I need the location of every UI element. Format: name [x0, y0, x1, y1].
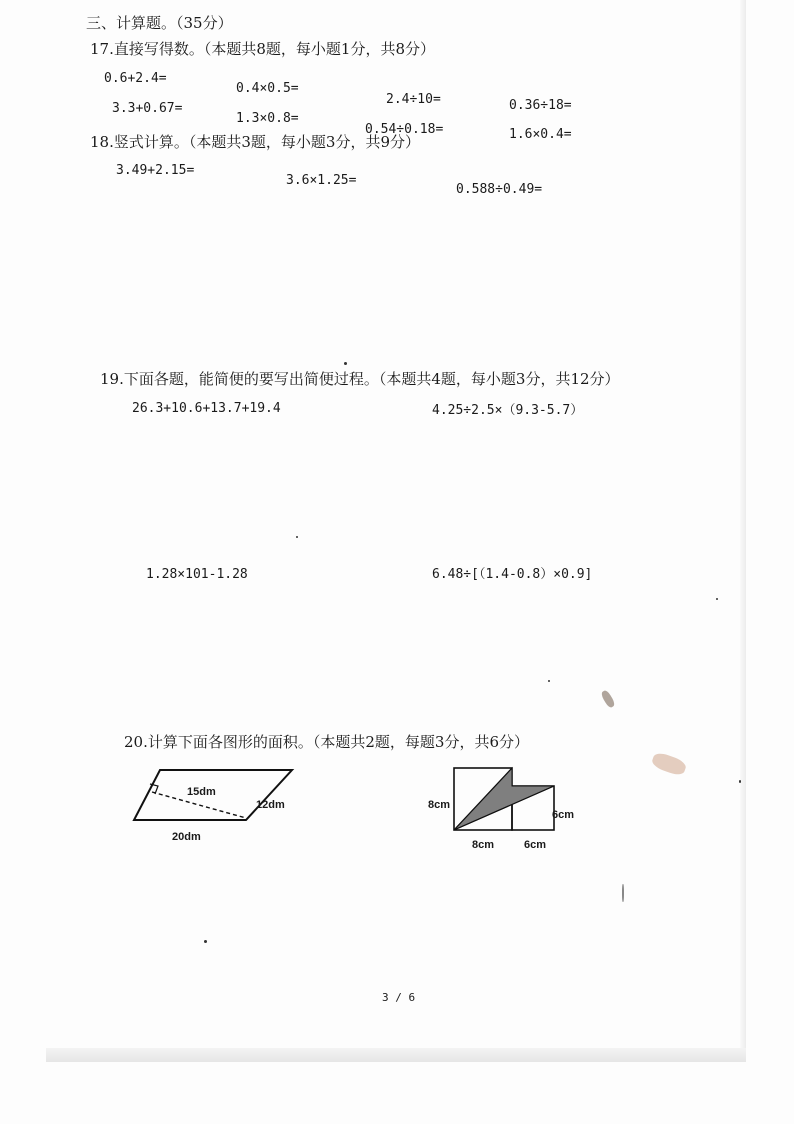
q17-item-5: 1.3×0.8= — [236, 111, 299, 126]
fig1-side-label: 12dm — [256, 799, 285, 811]
fig2-right-height-label: 6cm — [552, 809, 575, 821]
scan-edge-right — [740, 0, 746, 1062]
scan-speck — [739, 780, 741, 783]
q17-item-1: 0.6+2.4= — [104, 71, 167, 86]
fig1-height-label: 15dm — [187, 786, 216, 798]
scan-speck — [548, 680, 550, 682]
fig2-right-width-label: 6cm — [524, 839, 547, 851]
scan-speck — [622, 884, 624, 902]
q19-title: 19.下面各题，能简便的要写出简便过程。（本题共4题，每小题3分，共12分） — [100, 370, 620, 388]
fig1-base-label: 20dm — [172, 831, 201, 843]
q19-item-3: 1.28×101-1.28 — [146, 567, 248, 582]
squares-figure — [446, 762, 556, 836]
section-title: 三、计算题。（35分） — [86, 14, 233, 32]
q18-item-2: 3.6×1.25= — [286, 173, 357, 188]
q17-item-4: 3.3+0.67= — [112, 101, 183, 116]
scan-edge-bottom — [46, 1048, 746, 1062]
scan-speck — [344, 362, 347, 365]
q20-title: 20.计算下面各图形的面积。（本题共2题，每题3分，共6分） — [124, 733, 529, 751]
q17-item-2: 0.4×0.5= — [236, 81, 299, 96]
q19-item-1: 26.3+10.6+13.7+19.4 — [132, 401, 281, 416]
scan-speck — [716, 598, 718, 600]
q17-item-8: 1.6×0.4= — [509, 127, 572, 142]
q18-item-1: 3.49+2.15= — [116, 163, 195, 178]
q19-item-2: 4.25÷2.5×（9.3-5.7） — [432, 403, 584, 418]
q18-title: 18.竖式计算。（本题共3题，每小题3分，共9分） — [90, 133, 420, 151]
q17-item-3: 2.4÷10= — [386, 92, 441, 107]
fig2-left-width-label: 8cm — [472, 839, 495, 851]
scan-speck — [296, 536, 298, 538]
scan-speck — [204, 940, 207, 943]
q17-title: 17.直接写得数。（本题共8题，每小题1分，共8分） — [90, 40, 435, 58]
q17-item-7: 0.36÷18= — [509, 98, 572, 113]
fig2-left-height-label: 8cm — [428, 799, 451, 811]
scan-smudge — [650, 751, 687, 778]
q19-item-4: 6.48÷[（1.4-0.8）×0.9] — [432, 567, 593, 582]
scan-smudge — [600, 689, 616, 709]
page-number: 3 / 6 — [382, 991, 416, 1004]
q17-item-6: 0.54÷0.18= — [365, 122, 444, 137]
q18-item-3: 0.588÷0.49= — [456, 182, 543, 197]
